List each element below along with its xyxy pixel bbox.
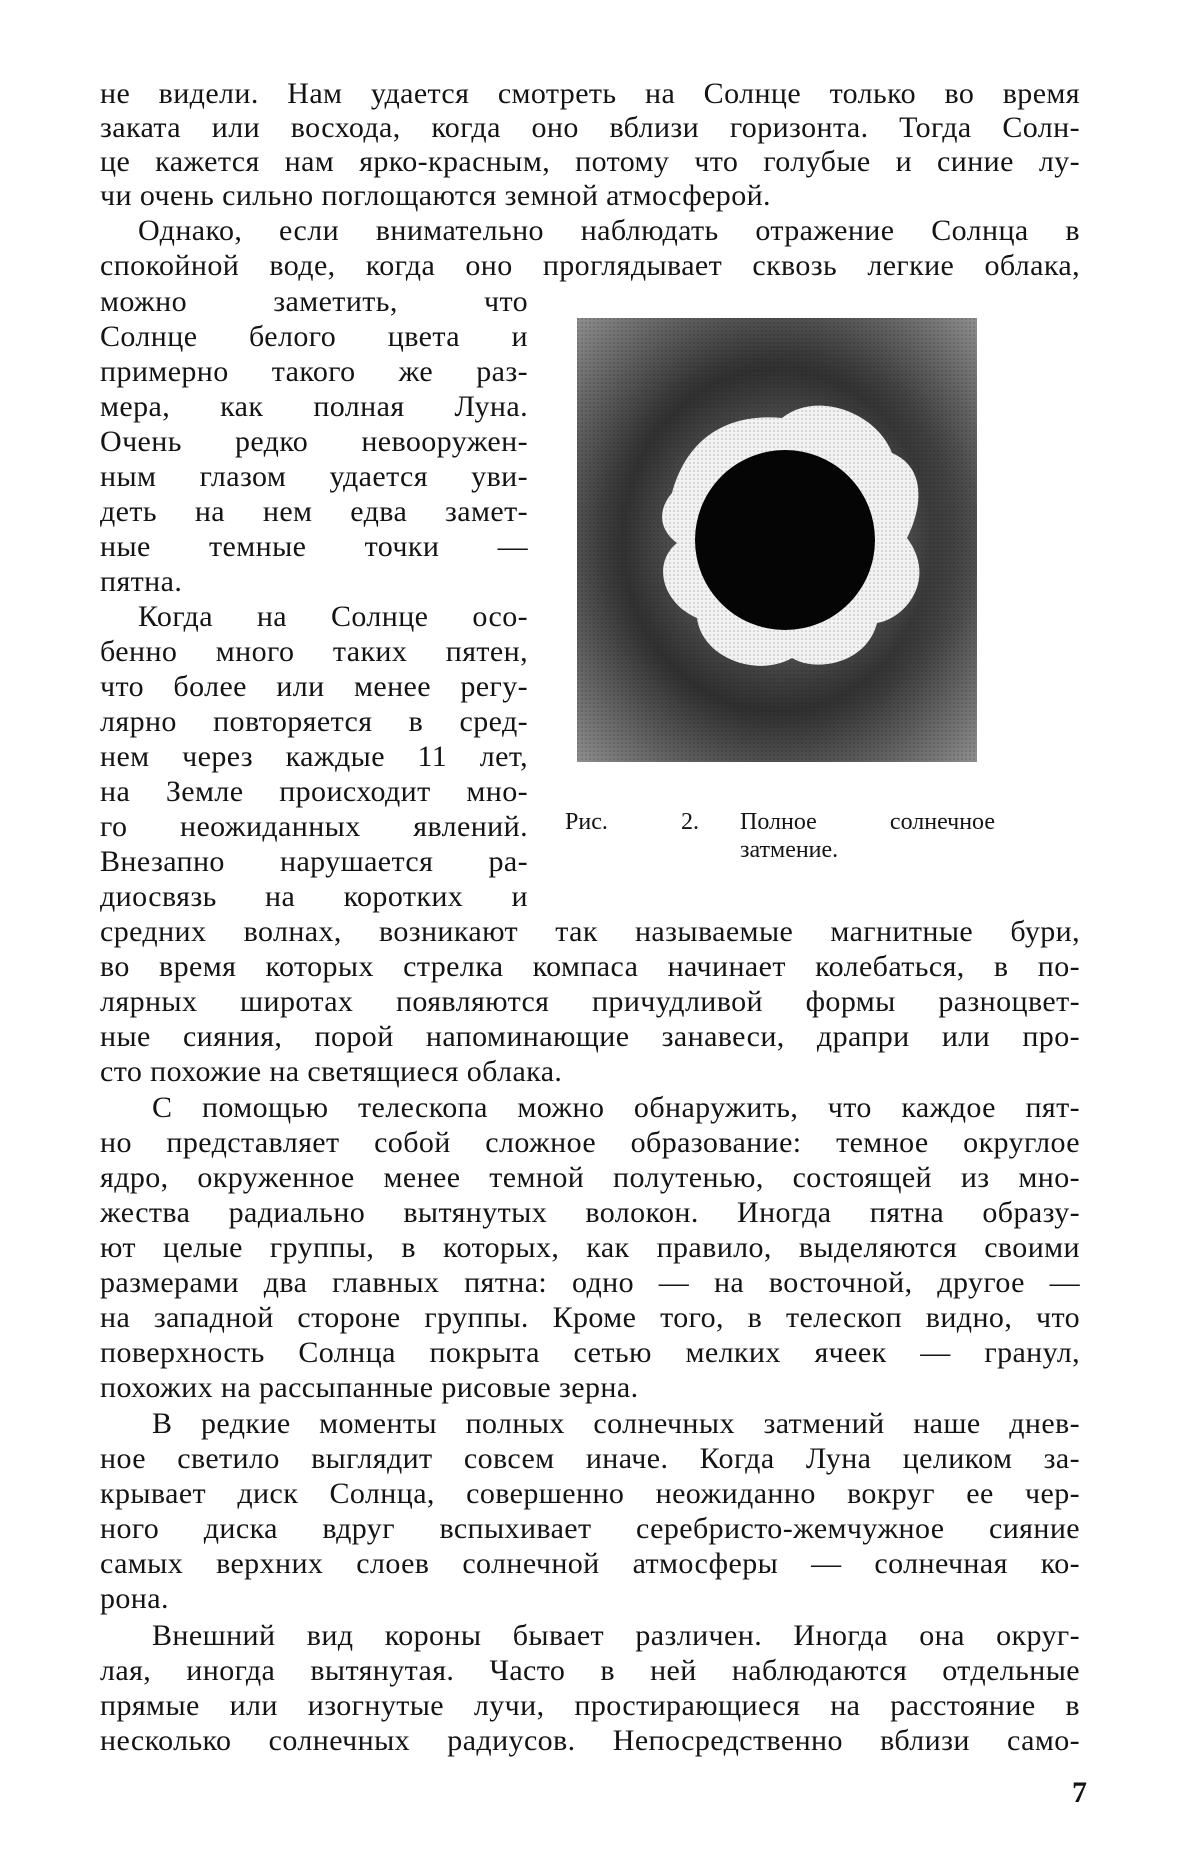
halftone-texture <box>577 318 977 762</box>
text-line: це кажется нам ярко-красным, потому что голубые и синие лу- <box>100 145 1080 178</box>
text-line: ное светило выглядит совсем иначе. Когда Луна целиком за- <box>100 1442 1080 1475</box>
text-line: самых верхних слоев солнечной атмосферы — солнечная ко- <box>100 1547 1080 1580</box>
text-line: Однако, если внимательно наблюдать отражение Солнца в <box>138 214 1080 247</box>
text-line: мера, как полная Луна. <box>100 390 528 423</box>
text-line: но представляет собой сложное образование: темное округлое <box>100 1126 1080 1159</box>
text-line: на западной стороне группы. Кроме того, в телескоп видно, что <box>100 1301 1080 1334</box>
text-line: что более или менее регу- <box>100 670 528 703</box>
text-line: прямые или изогнутые лучи, простирающиеся на расстояние в <box>100 1689 1080 1722</box>
text-line: Когда на Солнце осо- <box>138 600 528 633</box>
text-line: жества радиально вытянутых волокон. Иногда пятна образу- <box>100 1196 1080 1229</box>
text-line: ные темные точки — <box>100 530 528 563</box>
text-line: лярных широтах появляются причудливой формы разноцвет- <box>100 985 1080 1018</box>
text-line: С помощью телескопа можно обнаружить, что каждое пят- <box>152 1091 1080 1124</box>
text-line: не видели. Нам удается смотреть на Солнце только во время <box>100 77 1080 110</box>
text-line: лярно повторяется в сред- <box>100 705 528 738</box>
text-line: диосвязь на коротких и <box>100 880 528 913</box>
text-line: ядро, окруженное менее темной полутенью, состоящей из мно- <box>100 1161 1080 1194</box>
text-line: лая, иногда вытянутая. Часто в ней наблюдаются отдельные <box>100 1654 1080 1687</box>
text-line: чи очень сильно поглощаются земной атмосферой. <box>100 179 771 212</box>
text-line: бенно много таких пятен, <box>100 635 528 668</box>
text-line: ные сияния, порой напоминающие занавеси, драпри или про- <box>100 1020 1080 1053</box>
text-line: несколько солнечных радиусов. Непосредственно вблизи само- <box>100 1724 1080 1757</box>
text-line: В редкие моменты полных солнечных затмений наше днев- <box>152 1407 1080 1440</box>
text-line: заката или восхода, когда оно вблизи горизонта. Тогда Солн- <box>100 111 1080 144</box>
text-line: ного диска вдруг вспыхивает серебристо-жемчужное сияние <box>100 1512 1080 1545</box>
text-line: сто похожие на светящиеся облака. <box>100 1055 563 1088</box>
text-line: рона. <box>100 1582 169 1615</box>
figure-caption-number: 2. <box>681 809 699 835</box>
text-line: размерами два главных пятна: одно — на восточной, другое — <box>100 1266 1080 1299</box>
figure-caption-line2: затмение. <box>740 837 839 863</box>
text-line: средних волнах, возникают так называемые магнитные бури, <box>100 915 1080 948</box>
figure-caption-line1: Полное солнечное <box>740 809 995 835</box>
text-line: на Земле происходит мно- <box>100 775 528 808</box>
text-line: нем через каждые 11 лет, <box>100 740 528 773</box>
text-line: Внезапно нарушается ра- <box>100 845 528 878</box>
eclipse-photo <box>577 318 977 762</box>
text-line: спокойной воде, когда оно проглядывает сквозь легкие облака, <box>100 249 1080 282</box>
text-line: поверхность Солнца покрыта сетью мелких ячеек — гранул, <box>100 1336 1080 1369</box>
text-line: ным глазом удается уви- <box>100 460 528 493</box>
text-line: Солнце белого цвета и <box>100 320 528 353</box>
text-line: примерно такого же раз- <box>100 355 528 388</box>
text-line: Очень редко невооружен- <box>100 425 528 458</box>
text-line: пятна. <box>100 565 183 598</box>
text-line: похожих на рассыпанные рисовые зерна. <box>100 1371 639 1404</box>
page-number: 7 <box>1072 1776 1087 1809</box>
text-line: Внешний вид короны бывает различен. Иногда она округ- <box>152 1619 1080 1652</box>
text-line: деть на нем едва замет- <box>100 495 528 528</box>
text-line: можно заметить, что <box>100 285 528 318</box>
text-line: ют целые группы, в которых, как правило, выделяются своими <box>100 1231 1080 1264</box>
eclipse-image <box>577 318 977 762</box>
text-line: крывает диск Солнца, совершенно неожиданно вокруг ее чер- <box>100 1477 1080 1510</box>
figure-caption-prefix: Рис. <box>565 809 608 835</box>
text-line: го неожиданных явлений. <box>100 810 528 843</box>
text-line: во время которых стрелка компаса начинает колебаться, в по- <box>100 950 1080 983</box>
